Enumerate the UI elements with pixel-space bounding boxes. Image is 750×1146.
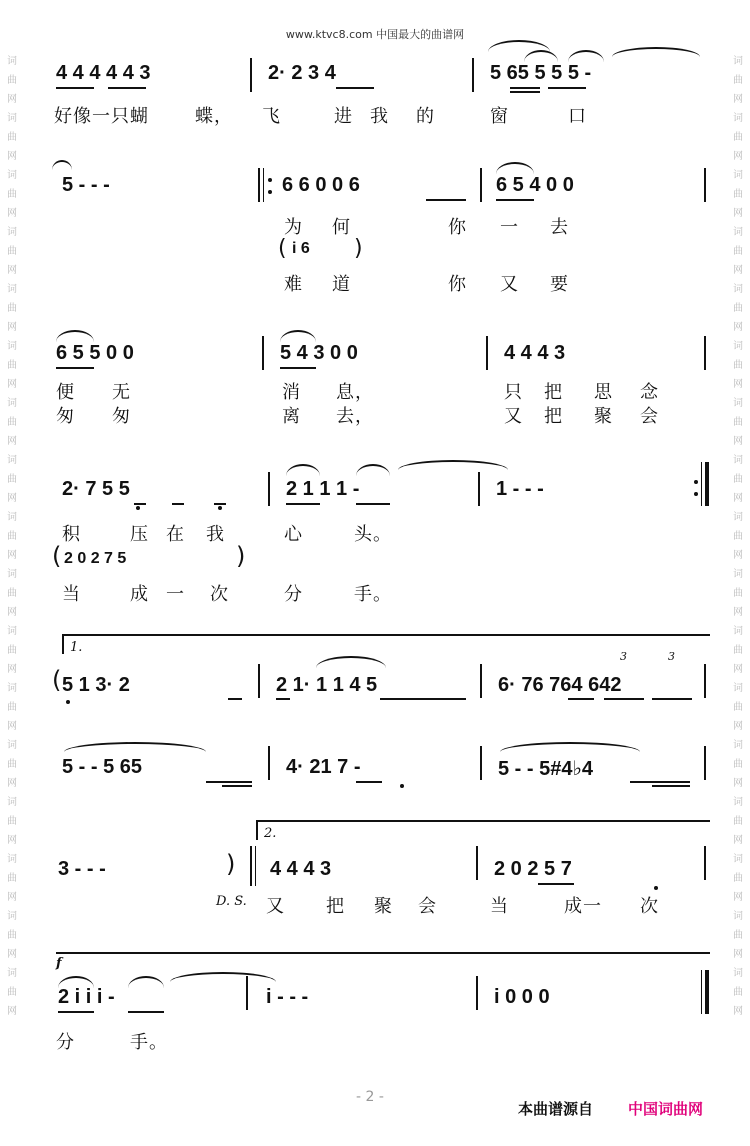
underline (58, 1011, 94, 1013)
volta-1-bracket (62, 634, 710, 636)
barline (704, 846, 706, 880)
lyric: 蝶， (195, 106, 233, 127)
volta-2-continuation (56, 952, 710, 954)
lyric: 又 (500, 274, 519, 295)
underline (128, 1011, 164, 1013)
underline (356, 503, 390, 505)
volta-1-label: 1. (70, 640, 83, 655)
lyric: 的 (416, 106, 435, 127)
lyric: 手。 (130, 1032, 168, 1053)
paren-open: ( (52, 666, 62, 694)
source-label: 本曲谱源自 (518, 1100, 594, 1118)
underline (604, 698, 644, 700)
lyric: 息， (336, 382, 374, 403)
barline (480, 664, 482, 698)
slur (568, 50, 604, 62)
lyric: 分 (56, 1032, 75, 1053)
underline (652, 785, 690, 787)
slur (128, 976, 164, 988)
tie (398, 460, 508, 470)
barline (262, 336, 264, 370)
lyric: 去 (550, 217, 569, 238)
lyric: 当 (490, 896, 509, 917)
underline (56, 87, 94, 89)
paren-close: ) (226, 850, 236, 878)
triplet-mark: 3 (668, 650, 675, 663)
repeat-dot (694, 480, 698, 484)
lyric: 又 (266, 896, 285, 917)
lyric: 手。 (354, 584, 392, 605)
lyric: 思 (594, 382, 613, 403)
barline (480, 746, 482, 780)
underline (214, 503, 226, 505)
page-number: - 2 - (356, 1089, 384, 1105)
r3-measure-1: 6 5 5 0 0 (56, 342, 134, 364)
underline (510, 87, 540, 89)
r1-measure-1: 4 4 4 4 4 3 (56, 62, 151, 84)
lyric: 口 (568, 106, 587, 127)
slur (524, 50, 558, 62)
slur (280, 330, 316, 342)
r2-measure-2: 6 6 0 0 6 (282, 174, 360, 196)
underline (228, 698, 242, 700)
underline (568, 698, 594, 700)
low-octave-dot (136, 506, 140, 510)
barline (704, 336, 706, 370)
lyric: 要 (550, 274, 569, 295)
volta-1-bracket (62, 634, 64, 654)
lyric: 便 (56, 382, 75, 403)
underline (222, 785, 252, 787)
slur (356, 464, 390, 476)
final-barline-thick (705, 970, 709, 1014)
paren-close: ) (236, 542, 246, 570)
underline (108, 87, 146, 89)
low-octave-dot (400, 784, 404, 788)
r8-measure-1: 2 i i i - (58, 986, 115, 1008)
repeat-dot (268, 178, 272, 182)
repeat-dot (268, 190, 272, 194)
r5-measure-3: 6· 76 764 642 (498, 674, 622, 696)
lyric: 头。 (354, 524, 392, 545)
underline (652, 698, 692, 700)
lyric: 成 (130, 584, 149, 605)
r5-measure-1: 5 1 3· 2 (62, 674, 130, 696)
slur (316, 656, 386, 668)
lyric: 聚 (594, 406, 613, 427)
lyric: 匆 (56, 406, 75, 427)
r4-measure-1: 2· 7 5 5 (62, 478, 130, 500)
underline (356, 781, 382, 783)
lyric: 消 (282, 382, 301, 403)
barline (476, 846, 478, 880)
tie (170, 972, 276, 982)
paren-close: ) (354, 236, 363, 261)
lyric: 积 (62, 524, 81, 545)
tie (500, 742, 640, 752)
repeat-barline (258, 168, 260, 202)
lyric: 我 (206, 524, 225, 545)
lyric: 把 (544, 406, 563, 427)
underline (56, 367, 94, 369)
barline (486, 336, 488, 370)
barline (704, 746, 706, 780)
underline (336, 87, 374, 89)
slur (496, 162, 534, 174)
barline (480, 168, 482, 202)
lyric: 离 (282, 406, 301, 427)
barline (704, 664, 706, 698)
underline (172, 503, 184, 505)
low-octave-dot (654, 886, 658, 890)
r1-measure-2: 2· 2 3 4 (268, 62, 336, 84)
tie-continuation (52, 160, 72, 170)
lyric: 当 (62, 584, 81, 605)
lyric: 一 (166, 584, 185, 605)
lyric: 又 (504, 406, 523, 427)
barline (472, 58, 474, 92)
lyric: 窗 (490, 106, 509, 127)
underline (276, 698, 290, 700)
underline (286, 503, 320, 505)
lyric: 聚 (374, 896, 393, 917)
lyric: 会 (418, 896, 437, 917)
tie (612, 47, 700, 57)
lyric: 难 (284, 274, 303, 295)
underline (496, 199, 534, 201)
lyric: 念 (640, 382, 659, 403)
lyric: 匆 (112, 406, 131, 427)
r3-measure-2: 5 4 3 0 0 (280, 342, 358, 364)
underline (206, 781, 252, 783)
r4-measure-3: 1 - - - (496, 478, 544, 500)
lyric: 飞 (262, 106, 281, 127)
right-watermark: 词曲网词曲网词曲网词曲网词曲网词曲网词曲网词曲网词曲网词曲网词曲网词曲网词曲网词曲网词曲网词曲网词曲网 (733, 56, 743, 1017)
underline (380, 698, 466, 700)
r7-measure-3: 2 0 2 5 7 (494, 858, 572, 880)
lyric: 成一 (564, 896, 602, 917)
lyric: 在 (166, 524, 185, 545)
barline (268, 746, 270, 780)
underline (134, 503, 146, 505)
dynamic-forte: f (56, 956, 62, 971)
r7-measure-2: 4 4 4 3 (270, 858, 332, 880)
low-octave-dot (218, 506, 222, 510)
underline (548, 87, 586, 89)
r3-measure-3: 4 4 4 3 (504, 342, 566, 364)
lyric: 压 (130, 524, 149, 545)
r1-measure-3: 5 65 5 5 5 - (490, 62, 592, 84)
underline (280, 367, 316, 369)
lyric: 心 (284, 524, 303, 545)
barline (476, 976, 478, 1010)
lyric: 去， (336, 406, 374, 427)
end-repeat-thin (701, 462, 702, 506)
lyric: 何 (332, 217, 351, 238)
lyric: 把 (544, 382, 563, 403)
r2-measure-3: 6 5 4 0 0 (496, 174, 574, 196)
lyric: 次 (210, 584, 229, 605)
r4-measure-2: 2 1 1 1 - (286, 478, 360, 500)
r5-measure-2: 2 1· 1 1 4 5 (276, 674, 378, 696)
final-barline-thin (701, 970, 702, 1014)
lyric: 为 (284, 217, 303, 238)
barline (478, 472, 480, 506)
dal-segno: D. S. (216, 894, 247, 909)
source-site-link[interactable]: 中国词曲网 (628, 1100, 704, 1118)
lyric: 道 (332, 274, 351, 295)
r2-measure-1: 5 - - - (62, 174, 110, 196)
repeat-barline (263, 168, 264, 202)
underline (426, 199, 466, 201)
volta-2-label: 2. (264, 826, 277, 841)
volta-2-bracket (256, 820, 258, 840)
barline-double (255, 846, 256, 886)
r6-measure-1: 5 - - 5 65 (62, 756, 143, 778)
paren-open: ( (52, 542, 62, 570)
paren-open: ( (278, 236, 287, 261)
lyric: 会 (640, 406, 659, 427)
r8-measure-2: i - - - (266, 986, 309, 1008)
triplet-mark: 3 (620, 650, 627, 663)
repeat-dot (694, 492, 698, 496)
r8-measure-3: i 0 0 0 (494, 986, 550, 1008)
lyric: 我 (370, 106, 389, 127)
slur (56, 330, 94, 342)
lyric: 好像一只蝴 (54, 106, 149, 127)
underline (538, 883, 574, 885)
alt-notes: i 6 (292, 240, 310, 257)
r6-measure-2: 4· 21 7 - (286, 756, 361, 778)
end-repeat-thick (705, 462, 709, 506)
left-watermark: 词曲网词曲网词曲网词曲网词曲网词曲网词曲网词曲网词曲网词曲网词曲网词曲网词曲网词曲网词曲网词曲网词曲网 (7, 56, 17, 1017)
lyric: 把 (326, 896, 345, 917)
lyric: 一 (500, 217, 519, 238)
volta-2-bracket (256, 820, 710, 822)
lyric: 无 (112, 382, 131, 403)
lyric: 分 (284, 584, 303, 605)
lyric: 你 (448, 217, 467, 238)
barline (268, 472, 270, 506)
underline (630, 781, 690, 783)
lyric: 次 (640, 896, 659, 917)
lyric: 你 (448, 274, 467, 295)
r6-measure-3: 5 - - 5#4♭4 (498, 758, 594, 780)
alt-notes: 2 0 2 7 5 (64, 550, 127, 567)
r7-measure-1: 3 - - - (58, 858, 106, 880)
lyric: 进 (334, 106, 353, 127)
barline (258, 664, 260, 698)
lyric: 只 (504, 382, 523, 403)
barline-double (250, 846, 252, 886)
barline (250, 58, 252, 92)
page-header: www.ktvc8.com 中国最大的曲谱网 (285, 28, 465, 41)
underline (510, 91, 540, 93)
barline (704, 168, 706, 202)
slur (286, 464, 320, 476)
tie (64, 742, 206, 752)
low-octave-dot (66, 700, 70, 704)
barline (246, 976, 248, 1010)
